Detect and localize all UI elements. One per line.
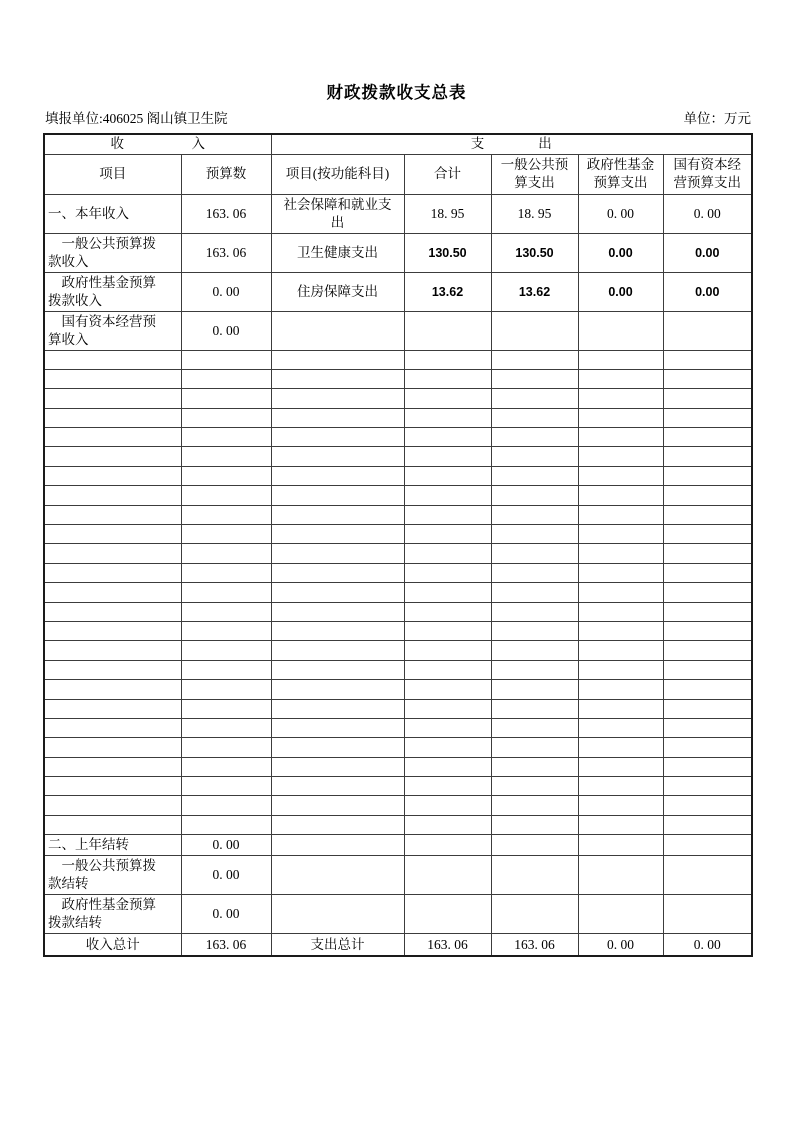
empty-cell [181,680,271,699]
empty-cell [404,428,491,447]
expense-total-cell: 13.62 [404,272,491,311]
revenue-item-cell: 一般公共预算拨款结转 [44,856,181,895]
expense-total-cell [404,895,491,934]
empty-cell [181,389,271,408]
empty-row [44,466,752,485]
empty-row [44,369,752,388]
empty-cell [578,544,663,563]
general-public-cell: 13.62 [491,272,578,311]
gov-fund-cell [578,311,663,350]
col-header-budget: 预算数 [181,154,271,194]
empty-cell [404,350,491,369]
gov-fund-cell [578,835,663,856]
empty-cell [44,796,181,815]
empty-cell [271,583,404,602]
empty-row [44,718,752,737]
empty-cell [271,525,404,544]
empty-cell [181,505,271,524]
empty-cell [578,757,663,776]
empty-cell [44,621,181,640]
empty-cell [578,660,663,679]
empty-cell [44,602,181,621]
state-capital-cell [663,895,752,934]
empty-cell [663,738,752,757]
empty-cell [271,738,404,757]
empty-cell [271,544,404,563]
empty-cell [44,525,181,544]
revenue-budget-cell: 0. 00 [181,311,271,350]
empty-cell [663,796,752,815]
empty-cell [404,699,491,718]
empty-cell [44,583,181,602]
expense-group-header: 支 出 [271,134,752,154]
empty-rows [44,350,752,835]
empty-row [44,738,752,757]
empty-cell [663,447,752,466]
empty-cell [271,641,404,660]
empty-cell [663,389,752,408]
empty-cell [491,389,578,408]
state-capital-cell: 0. 00 [663,934,752,956]
empty-cell [271,680,404,699]
empty-row [44,777,752,796]
empty-cell [44,389,181,408]
empty-cell [491,738,578,757]
revenue-item-cell: 一、本年收入 [44,194,181,233]
empty-cell [578,369,663,388]
empty-cell [404,796,491,815]
empty-cell [663,486,752,505]
empty-cell [663,466,752,485]
empty-cell [44,563,181,582]
grand-total-row [44,934,752,956]
empty-cell [44,815,181,834]
empty-cell [578,466,663,485]
footer-row [44,835,752,856]
empty-cell [491,544,578,563]
expense-total-cell [404,835,491,856]
empty-cell [271,815,404,834]
empty-row [44,660,752,679]
empty-cell [181,583,271,602]
empty-row [44,699,752,718]
expense-total-cell [404,856,491,895]
state-capital-cell: 0.00 [663,272,752,311]
empty-cell [271,369,404,388]
empty-cell [578,447,663,466]
empty-cell [578,738,663,757]
empty-row [44,680,752,699]
empty-cell [663,505,752,524]
footer-row [44,895,752,934]
revenue-budget-cell: 163. 06 [181,194,271,233]
table-body [44,194,752,350]
revenue-total-label: 收入总计 [44,934,181,956]
revenue-budget-cell: 0. 00 [181,895,271,934]
general-public-cell: 18. 95 [491,194,578,233]
empty-cell [491,602,578,621]
empty-cell [271,505,404,524]
empty-cell [404,466,491,485]
group-header-row [44,134,752,154]
empty-cell [271,466,404,485]
state-capital-cell [663,311,752,350]
empty-cell [181,660,271,679]
empty-cell [271,447,404,466]
empty-cell [491,777,578,796]
empty-row [44,505,752,524]
empty-cell [44,350,181,369]
revenue-budget-cell: 163. 06 [181,233,271,272]
col-header-gov-fund: 政府性基金预算支出 [578,154,663,194]
empty-cell [663,660,752,679]
empty-cell [663,544,752,563]
empty-cell [404,563,491,582]
empty-cell [491,369,578,388]
empty-cell [663,621,752,640]
empty-cell [578,505,663,524]
empty-cell [181,563,271,582]
empty-row [44,486,752,505]
empty-cell [181,408,271,427]
empty-cell [578,680,663,699]
empty-cell [491,408,578,427]
empty-row [44,563,752,582]
empty-cell [44,777,181,796]
gov-fund-cell: 0.00 [578,272,663,311]
empty-row [44,757,752,776]
empty-cell [578,641,663,660]
empty-cell [663,777,752,796]
empty-cell [578,718,663,737]
general-public-cell: 163. 06 [491,934,578,956]
empty-cell [404,505,491,524]
empty-cell [271,602,404,621]
expense-item-cell: 卫生健康支出 [271,233,404,272]
empty-cell [271,777,404,796]
empty-cell [491,796,578,815]
expense-total-cell: 130.50 [404,233,491,272]
empty-cell [44,680,181,699]
empty-cell [663,369,752,388]
empty-cell [578,486,663,505]
empty-cell [578,699,663,718]
empty-cell [404,660,491,679]
empty-cell [404,815,491,834]
unit-note-label: 单位：万元 [683,111,751,126]
general-public-cell [491,311,578,350]
col-header-general-public: 一般公共预算支出 [491,154,578,194]
data-row [44,194,752,233]
empty-cell [44,505,181,524]
empty-cell [271,563,404,582]
meta-row [45,110,751,127]
empty-cell [663,350,752,369]
empty-cell [404,641,491,660]
empty-cell [271,660,404,679]
empty-row [44,621,752,640]
empty-cell [44,544,181,563]
empty-row [44,796,752,815]
gov-fund-cell [578,856,663,895]
empty-cell [578,621,663,640]
gov-fund-cell: 0.00 [578,233,663,272]
empty-cell [181,350,271,369]
empty-cell [578,389,663,408]
empty-cell [404,447,491,466]
empty-cell [491,815,578,834]
empty-cell [404,369,491,388]
col-header-item: 项目 [44,154,181,194]
empty-cell [271,699,404,718]
empty-cell [491,680,578,699]
empty-cell [271,428,404,447]
empty-cell [181,544,271,563]
empty-cell [44,738,181,757]
state-capital-cell [663,835,752,856]
budget-summary-table [43,133,753,957]
empty-cell [44,408,181,427]
general-public-cell: 130.50 [491,233,578,272]
empty-cell [578,525,663,544]
expense-item-cell [271,895,404,934]
revenue-item-cell: 国有资本经营预算收入 [44,311,181,350]
general-public-cell [491,856,578,895]
empty-cell [271,350,404,369]
empty-cell [404,718,491,737]
col-header-state-capital: 国有资本经营预算支出 [663,154,752,194]
empty-cell [44,757,181,776]
empty-cell [663,699,752,718]
empty-row [44,389,752,408]
empty-cell [663,563,752,582]
empty-cell [578,583,663,602]
empty-cell [578,350,663,369]
empty-cell [181,757,271,776]
expense-item-cell [271,311,404,350]
empty-cell [491,447,578,466]
empty-cell [181,621,271,640]
empty-cell [491,428,578,447]
data-row [44,272,752,311]
empty-row [44,641,752,660]
empty-row [44,602,752,621]
page-title: 财政拨款收支总表 [326,83,467,102]
empty-cell [404,408,491,427]
empty-cell [271,621,404,640]
empty-cell [491,621,578,640]
general-public-cell [491,895,578,934]
empty-cell [271,757,404,776]
empty-cell [181,525,271,544]
empty-cell [404,738,491,757]
report-unit-label: 填报单位:406025 阁山镇卫生院 [45,111,228,126]
expense-total-label: 支出总计 [271,934,404,956]
data-row [44,233,752,272]
empty-cell [44,486,181,505]
empty-cell [404,389,491,408]
empty-cell [663,408,752,427]
empty-row [44,447,752,466]
empty-cell [181,796,271,815]
empty-cell [578,815,663,834]
empty-cell [44,641,181,660]
footer-row [44,856,752,895]
state-capital-cell [663,856,752,895]
empty-cell [578,602,663,621]
empty-cell [404,757,491,776]
table-header [44,134,752,194]
empty-cell [181,486,271,505]
expense-total-cell: 18. 95 [404,194,491,233]
empty-cell [271,389,404,408]
empty-cell [181,369,271,388]
empty-cell [44,466,181,485]
empty-cell [181,777,271,796]
empty-cell [491,699,578,718]
empty-cell [663,583,752,602]
empty-cell [271,796,404,815]
revenue-item-cell: 一般公共预算拨款收入 [44,233,181,272]
empty-cell [181,428,271,447]
revenue-item-cell: 二、上年结转 [44,835,181,856]
col-header-exp-item: 项目(按功能科目) [271,154,404,194]
empty-cell [404,486,491,505]
empty-cell [181,641,271,660]
empty-cell [404,602,491,621]
column-header-row [44,154,752,194]
empty-cell [491,525,578,544]
empty-row [44,544,752,563]
empty-cell [181,718,271,737]
general-public-cell [491,835,578,856]
revenue-item-cell: 政府性基金预算拨款结转 [44,895,181,934]
gov-fund-cell: 0. 00 [578,194,663,233]
empty-cell [181,602,271,621]
revenue-total-cell: 163. 06 [181,934,271,956]
expense-item-cell [271,856,404,895]
state-capital-cell: 0. 00 [663,194,752,233]
empty-cell [663,641,752,660]
state-capital-cell: 0.00 [663,233,752,272]
empty-cell [491,350,578,369]
empty-cell [404,777,491,796]
empty-cell [271,718,404,737]
empty-row [44,408,752,427]
revenue-budget-cell: 0. 00 [181,856,271,895]
empty-cell [578,796,663,815]
empty-cell [404,680,491,699]
empty-cell [663,718,752,737]
empty-cell [578,408,663,427]
empty-cell [404,583,491,602]
empty-row [44,350,752,369]
empty-cell [271,408,404,427]
empty-cell [578,563,663,582]
empty-cell [491,563,578,582]
revenue-budget-cell: 0. 00 [181,272,271,311]
table-footer [44,835,752,956]
empty-cell [663,428,752,447]
empty-cell [44,428,181,447]
empty-cell [181,699,271,718]
empty-cell [491,718,578,737]
empty-cell [44,447,181,466]
empty-cell [578,428,663,447]
empty-cell [663,815,752,834]
empty-cell [404,621,491,640]
expense-item-cell: 社会保障和就业支出 [271,194,404,233]
empty-cell [181,447,271,466]
empty-row [44,525,752,544]
empty-row [44,583,752,602]
expense-total-cell: 163. 06 [404,934,491,956]
empty-cell [44,699,181,718]
empty-cell [404,544,491,563]
revenue-budget-cell: 0. 00 [181,835,271,856]
expense-item-cell: 住房保障支出 [271,272,404,311]
empty-cell [491,505,578,524]
empty-cell [491,641,578,660]
expense-item-cell [271,835,404,856]
empty-cell [44,718,181,737]
empty-row [44,428,752,447]
revenue-item-cell: 政府性基金预算拨款收入 [44,272,181,311]
empty-cell [181,815,271,834]
col-header-total: 合计 [404,154,491,194]
empty-cell [663,680,752,699]
data-row [44,311,752,350]
empty-cell [271,486,404,505]
empty-cell [578,777,663,796]
empty-cell [44,660,181,679]
empty-cell [491,757,578,776]
empty-cell [663,602,752,621]
empty-cell [181,466,271,485]
gov-fund-cell: 0. 00 [578,934,663,956]
empty-cell [663,525,752,544]
empty-cell [44,369,181,388]
empty-cell [181,738,271,757]
empty-row [44,815,752,834]
gov-fund-cell [578,895,663,934]
empty-cell [491,660,578,679]
expense-total-cell [404,311,491,350]
empty-cell [491,466,578,485]
empty-cell [491,583,578,602]
empty-cell [663,757,752,776]
income-group-header: 收 入 [44,134,271,154]
empty-cell [404,525,491,544]
empty-cell [491,486,578,505]
